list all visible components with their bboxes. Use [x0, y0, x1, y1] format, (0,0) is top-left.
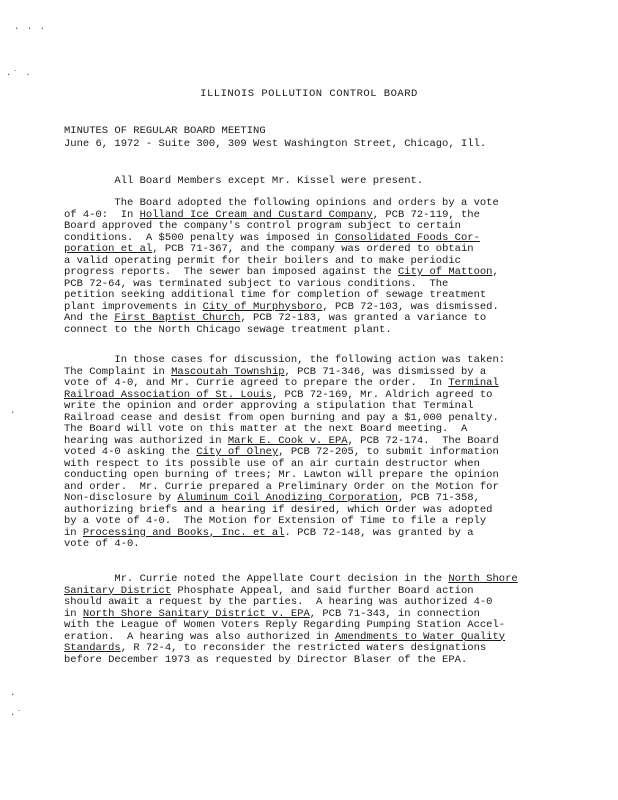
case-name: North Shore Sanitary District v. EPA	[82, 607, 310, 620]
text-segment: in	[64, 526, 83, 539]
case-name: Standards	[64, 642, 121, 654]
case-name: poration et al	[64, 243, 153, 255]
text-segment: , PCB 71-358,	[397, 492, 480, 504]
text-segment: authorizing briefs and a hearing if desired, which Order was adopted	[64, 503, 493, 516]
margin-mark-top-left: · · ·	[14, 24, 47, 34]
text-segment: write the opinion and order approving a stipulation that Terminal	[64, 400, 474, 412]
text-segment: Phosphate Appeal, and said further Board action	[171, 584, 474, 597]
document-title: ILLINOIS POLLUTION CONTROL BOARD	[200, 88, 418, 100]
text-line	[64, 539, 554, 551]
text-segment: with respect to its possible use of an air curtain destructor when	[64, 457, 480, 470]
text-segment: , PCB 71-367, and the company was ordered to obtain	[152, 243, 474, 255]
case-name: North Shore	[448, 573, 518, 585]
text-line	[64, 325, 554, 337]
text-segment: And the	[64, 312, 115, 324]
text-segment: , PCB 72-103, was dismissed.	[322, 300, 499, 313]
text-segment: PCB 72-64, was terminated subject to various conditions. The	[64, 277, 449, 290]
case-name: Mark E. Cook v. EPA	[227, 434, 348, 447]
case-name: Sanitary District	[64, 584, 172, 597]
text-segment: ,	[492, 266, 499, 278]
text-segment: in	[64, 607, 83, 620]
text-segment: The Board will vote on this matter at the next Board meeting. A	[64, 423, 468, 435]
text-segment: before December 1973 as requested by Director Blaser of the EPA.	[64, 653, 468, 666]
text-segment: , PCB 72-174. The Board	[347, 434, 499, 447]
text-segment: plant improvements in	[64, 300, 203, 313]
text-segment: voted 4-0 asking the	[64, 446, 197, 458]
text-segment: All Board Members except Mr. Kissel were present.	[64, 175, 424, 187]
case-name: Mascoutah Township	[171, 365, 285, 378]
text-segment: , PCB 72-205, to submit information	[278, 446, 499, 458]
text-segment: conducting open burning of trees; Mr. Lawton will prepare the opinion	[64, 469, 499, 481]
text-segment: conditions. A $500 penalty was imposed in	[64, 231, 335, 244]
text-segment: , R 72-4, to reconsider the restricted waters designations	[120, 642, 487, 654]
text-segment: In those cases for discussion, the following action was taken:	[64, 354, 506, 366]
text-segment: Non-disclosure by	[64, 492, 178, 504]
meeting-date-location: June 6, 1972 - Suite 300, 309 West Washington Street, Chicago, Ill.	[64, 138, 487, 150]
text-segment: eration. A hearing was also authorized in	[64, 630, 335, 643]
margin-mark-bottom-left-1: ·	[10, 690, 17, 700]
text-segment: , PCB 71-343, in connection	[309, 607, 480, 620]
text-segment: The Board adopted the following opinions and orders by a vote	[64, 197, 499, 209]
case-name: Processing and Books, Inc. et al	[82, 526, 285, 539]
text-segment: and order. Mr. Currie prepared a Preliminary Order on the Motion for	[64, 480, 499, 493]
case-name: Aluminum Coil Anodizing Corporation	[177, 492, 398, 504]
case-name: City of Mattoon	[397, 266, 493, 278]
case-name: First Baptist Church	[114, 312, 241, 324]
text-segment: by a vote of 4-0. The Motion for Extension of Time to file a reply	[64, 515, 487, 527]
text-segment: , PCB 72-183, was granted a variance to	[240, 312, 487, 324]
text-segment: hearing was authorized in	[64, 434, 228, 447]
paragraph-attendance	[64, 176, 554, 188]
text-segment: vote of 4-0, and Mr. Currie agreed to prepare the order. In	[64, 377, 449, 389]
case-name: Holland Ice Cream and Custard Company	[139, 208, 373, 221]
text-segment: Railroad cease and desist from open burning and pay a $1,000 penalty.	[64, 411, 499, 424]
margin-mark-upper-left: ·˙ ·	[6, 70, 32, 80]
text-segment: . PCB 72-148, was granted by a	[284, 526, 474, 539]
case-name: Railroad Association of St. Louis	[64, 388, 272, 401]
text-segment: with the League of Women Voters Reply Regarding Pumping Station Accel-	[64, 619, 506, 631]
text-segment: petition seeking additional time for completion of sewage treatment	[64, 289, 487, 301]
text-segment: , PCB 71-346, was dismissed by a	[284, 365, 487, 378]
text-segment: progress reports. The sewer ban imposed against the	[64, 266, 398, 278]
text-segment: a valid operating permit for their boilers and to make periodic	[64, 254, 461, 267]
text-line	[64, 176, 554, 188]
minutes-heading: MINUTES OF REGULAR BOARD MEETING	[64, 125, 266, 137]
text-segment: The Complaint in	[64, 365, 172, 378]
text-segment: Board approved the company's control program subject to certain	[64, 220, 461, 232]
text-segment: connect to the North Chicago sewage treatment plant.	[64, 323, 392, 336]
paragraph-appellate-court	[64, 574, 554, 666]
text-segment: should await a request by the parties. A hearing was authorized 4-0	[64, 596, 493, 608]
text-line	[64, 655, 554, 667]
text-segment: , PCB 72-119, the	[372, 208, 480, 221]
text-segment: of 4-0: In	[64, 208, 140, 221]
paragraph-opinions-orders	[64, 198, 554, 336]
margin-mark-bottom-left-2: ·˙	[10, 710, 23, 720]
case-name: Amendments to Water Quality	[334, 630, 506, 643]
case-name: City of Olney	[196, 446, 279, 458]
margin-mark-mid-left: ·	[10, 408, 17, 418]
text-segment: vote of 4-0.	[64, 538, 140, 550]
paragraph-discussion-actions	[64, 355, 554, 551]
text-segment: , PCB 72-169, Mr. Aldrich agreed to	[271, 388, 493, 401]
case-name: City of Murphysboro	[202, 300, 323, 313]
case-name: Terminal	[448, 377, 499, 389]
case-name: Consolidated Foods Cor-	[334, 231, 480, 244]
text-segment: Mr. Currie noted the Appellate Court decision in the	[64, 573, 449, 585]
